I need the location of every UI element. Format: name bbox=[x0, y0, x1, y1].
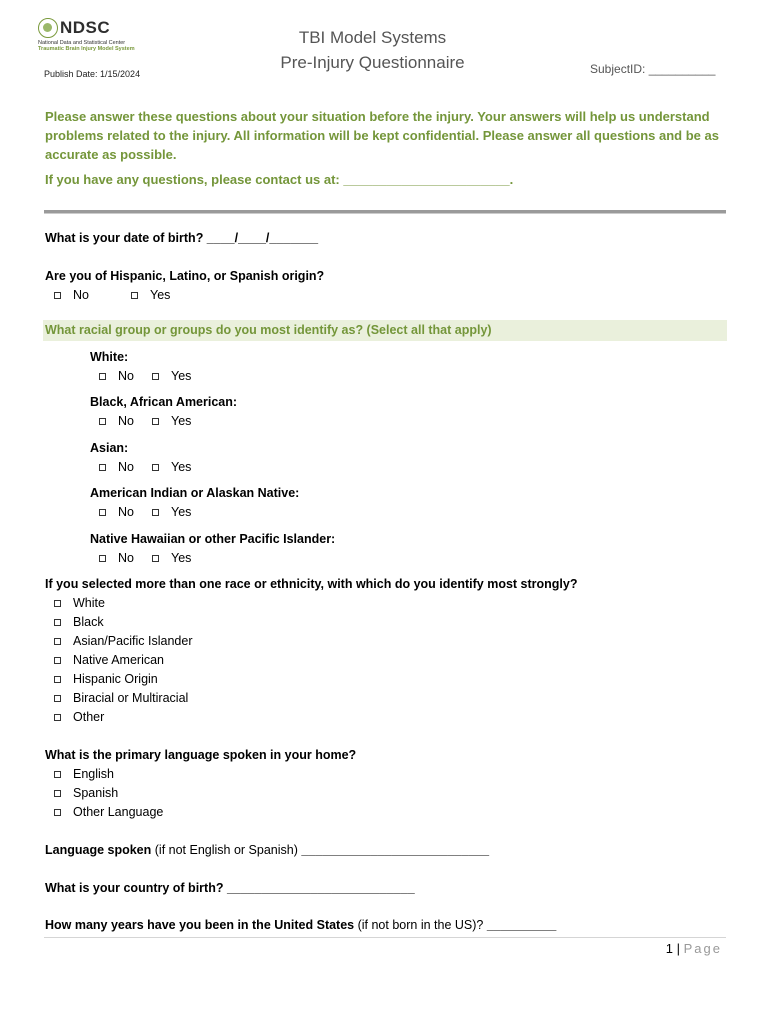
page-separator: | bbox=[673, 941, 684, 956]
checkbox-icon[interactable] bbox=[54, 292, 61, 299]
contact-text: If you have any questions, please contact us at: _______________________. bbox=[45, 172, 514, 187]
checkbox-icon[interactable] bbox=[99, 555, 106, 562]
primary-language-question: What is the primary language spoken in your home? bbox=[45, 748, 357, 762]
list-option[interactable]: Black bbox=[54, 615, 104, 629]
years-in-us-question[interactable]: How many years have you been in the United States (if not born in the US)? __________ bbox=[45, 918, 557, 932]
race-option-yes[interactable]: Yes bbox=[152, 505, 191, 519]
page-number: 1 bbox=[665, 941, 674, 956]
dob-question[interactable]: What is your date of birth? ____/____/_______ bbox=[45, 231, 319, 245]
subject-id-field[interactable]: SubjectID: __________ bbox=[590, 62, 716, 76]
checkbox-icon[interactable] bbox=[152, 509, 159, 516]
hispanic-options bbox=[54, 288, 170, 302]
checkbox-icon[interactable] bbox=[152, 464, 159, 471]
list-option[interactable]: Spanish bbox=[54, 786, 118, 800]
logo-subtitle-2: Traumatic Brain Injury Model System bbox=[38, 46, 135, 52]
checkbox-icon[interactable] bbox=[54, 657, 61, 664]
checkbox-icon[interactable] bbox=[99, 509, 106, 516]
document-title: TBI Model Systems bbox=[298, 28, 447, 47]
race-option-yes[interactable]: Yes bbox=[152, 551, 191, 565]
years-in-us-blank[interactable]: __________ bbox=[486, 918, 557, 932]
checkbox-icon[interactable] bbox=[99, 418, 106, 425]
checkbox-icon[interactable] bbox=[54, 809, 61, 816]
checkbox-icon[interactable] bbox=[131, 292, 138, 299]
logo-name: NDSC bbox=[60, 18, 111, 37]
race-group-options bbox=[99, 460, 191, 474]
list-option[interactable]: White bbox=[54, 596, 105, 610]
race-question: What racial group or groups do you most identify as? (Select all that apply) bbox=[45, 323, 492, 337]
logo-subtitle: National Data and Statistical Center bbox=[38, 40, 126, 46]
language-spoken-blank[interactable]: ___________________________ bbox=[301, 843, 490, 857]
checkbox-icon[interactable] bbox=[99, 464, 106, 471]
race-option-no[interactable]: No bbox=[99, 369, 152, 383]
hispanic-question: Are you of Hispanic, Latino, or Spanish origin? bbox=[45, 269, 325, 283]
intro-text: Please answer these questions about your situation before the injury. Your answers will help us understand problems related to the injury. All information will be kept confidential. Please answer all questions and be as accurate as possible. bbox=[45, 109, 719, 162]
section-divider bbox=[44, 210, 726, 214]
list-option[interactable]: Other bbox=[54, 710, 104, 724]
checkbox-icon[interactable] bbox=[152, 373, 159, 380]
race-group-label: Black, African American: bbox=[90, 395, 238, 409]
race-group-label: White: bbox=[90, 350, 129, 364]
checkbox-icon[interactable] bbox=[152, 555, 159, 562]
checkbox-icon[interactable] bbox=[99, 373, 106, 380]
race-group-options bbox=[99, 369, 191, 383]
page-label: Page bbox=[683, 941, 722, 956]
race-option-no[interactable]: No bbox=[99, 505, 152, 519]
checkbox-icon[interactable] bbox=[54, 695, 61, 702]
publish-date: Publish Date: 1/15/2024 bbox=[44, 69, 141, 79]
checkbox-icon[interactable] bbox=[152, 418, 159, 425]
list-option[interactable]: Other Language bbox=[54, 805, 163, 819]
race-group-label: Asian: bbox=[90, 441, 129, 455]
list-option[interactable]: Asian/Pacific Islander bbox=[54, 634, 193, 648]
hispanic-yes-option[interactable]: Yes bbox=[131, 288, 170, 302]
race-group-label: Native Hawaiian or other Pacific Islander: bbox=[90, 532, 336, 546]
race-group-options bbox=[99, 551, 191, 565]
race-option-yes[interactable]: Yes bbox=[152, 369, 191, 383]
checkbox-icon[interactable] bbox=[54, 676, 61, 683]
checkbox-icon[interactable] bbox=[54, 771, 61, 778]
race-group-options bbox=[99, 505, 191, 519]
page-footer bbox=[600, 941, 722, 956]
checkbox-icon[interactable] bbox=[54, 714, 61, 721]
race-option-no[interactable]: No bbox=[99, 414, 152, 428]
race-group-options bbox=[99, 414, 191, 428]
list-option[interactable]: Hispanic Origin bbox=[54, 672, 158, 686]
strongest-identity-question: If you selected more than one race or ethnicity, with which do you identify most strongly? bbox=[45, 577, 578, 591]
checkbox-icon[interactable] bbox=[54, 638, 61, 645]
list-option[interactable]: English bbox=[54, 767, 114, 781]
footer-divider bbox=[44, 937, 726, 938]
country-of-birth-question[interactable]: What is your country of birth? ___________________________ bbox=[45, 881, 415, 895]
checkbox-icon[interactable] bbox=[54, 619, 61, 626]
checkbox-icon[interactable] bbox=[54, 790, 61, 797]
checkbox-icon[interactable] bbox=[54, 600, 61, 607]
race-group-label: American Indian or Alaskan Native: bbox=[90, 486, 300, 500]
language-spoken-question[interactable]: Language spoken (if not English or Spanish) ___________________________ bbox=[45, 843, 490, 857]
race-option-yes[interactable]: Yes bbox=[152, 414, 191, 428]
hispanic-no-option[interactable]: No bbox=[54, 288, 131, 302]
list-option[interactable]: Biracial or Multiracial bbox=[54, 691, 188, 705]
race-option-no[interactable]: No bbox=[99, 460, 152, 474]
list-option[interactable]: Native American bbox=[54, 653, 164, 667]
race-option-no[interactable]: No bbox=[99, 551, 152, 565]
document-subtitle: Pre-Injury Questionnaire bbox=[280, 53, 465, 72]
race-option-yes[interactable]: Yes bbox=[152, 460, 191, 474]
